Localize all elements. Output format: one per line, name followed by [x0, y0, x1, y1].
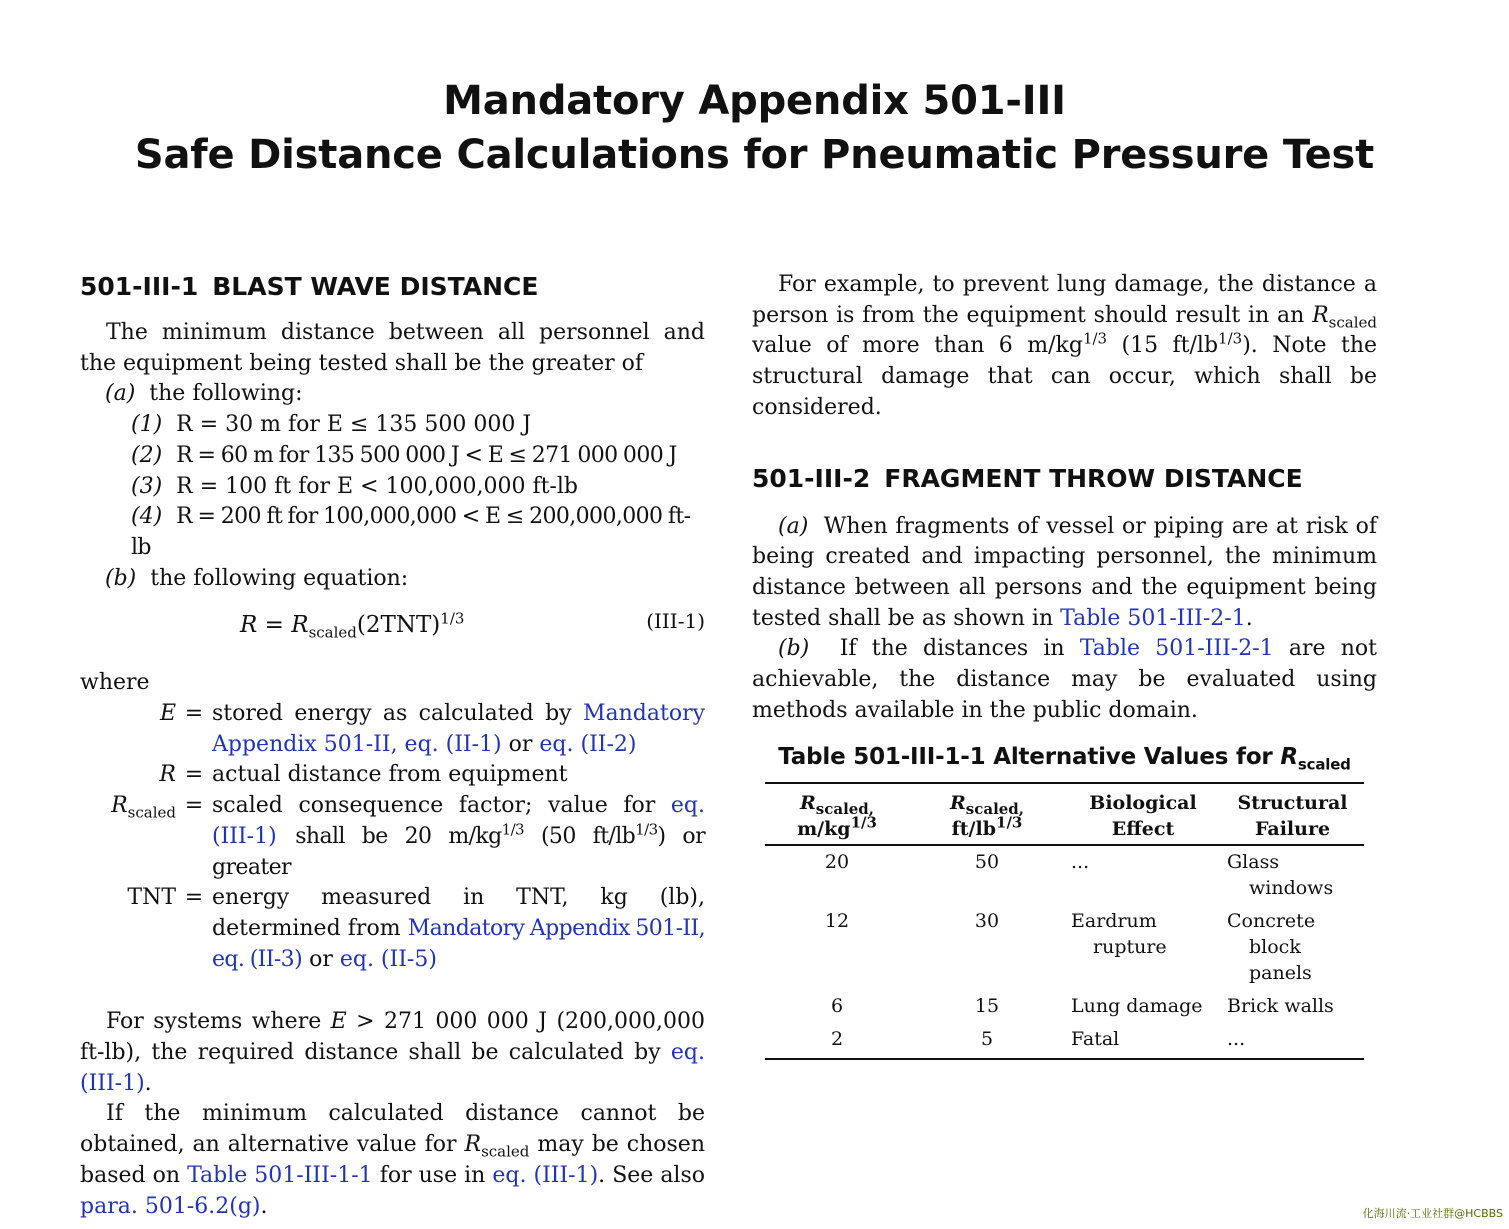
header-exp: 1/3 [996, 813, 1023, 832]
header-var: R [949, 792, 966, 814]
sub-item-text: R = 100 ft for E < 100,000,000 ft-lb [176, 473, 578, 499]
para-var-sub: scaled [1328, 313, 1377, 332]
para-text: For systems where [106, 1009, 322, 1035]
cell-struct [1221, 1023, 1364, 1059]
table-row [765, 845, 1364, 905]
paragraph-alternative-value [80, 1099, 705, 1222]
page-title [0, 74, 1509, 182]
cell-text: Brick walls [1227, 995, 1334, 1017]
def-symbol-sub: scaled [127, 803, 176, 822]
header-unit: m/kg [797, 818, 851, 840]
cell-bio [1065, 845, 1221, 905]
header-rscaled-us [909, 783, 1065, 845]
cell-si: 20 [824, 851, 850, 873]
def-text: or [309, 946, 333, 972]
cell-struct [1221, 990, 1364, 1023]
sub-item-label: (2) [131, 442, 163, 468]
sub-item-3 [80, 472, 705, 503]
eq-rscaled: R [291, 612, 309, 639]
section-title: FRAGMENT THROW DISTANCE [884, 463, 1303, 493]
watermark-text: 化海川流·工业社群@HCBBS [1362, 1207, 1503, 1220]
def-equals: = [184, 701, 204, 727]
sub-item-label: (4) [131, 504, 163, 530]
item-b [80, 564, 705, 595]
cell-si: 6 [830, 995, 844, 1017]
def-symbol-tnt: TNT [127, 885, 176, 911]
def-text-e [212, 699, 705, 760]
def-text: energy measured in TNT, kg (lb), determined from [212, 885, 705, 941]
link-table-501-iii-2-1[interactable]: Table 501-III-2-1 [1060, 605, 1246, 631]
item-a [80, 379, 705, 410]
cell-us: 30 [974, 910, 1000, 932]
def-symbol-r [80, 760, 176, 791]
title-line-2: Safe Distance Calculations for Pneumatic Pressure Test [134, 132, 1375, 178]
item-text: . [1245, 605, 1253, 631]
table-title-text: Table 501-III-1-1 Alternative Values for [778, 744, 1273, 770]
link-eq-ii-2[interactable]: eq. (II-2) [539, 731, 637, 757]
para-text: ). Note the structural damage that can occur, which shall be considered. [752, 333, 1378, 420]
sub-item-text: R = 30 m for E ≤ 135 500 000 J [176, 412, 532, 438]
cell-si: 12 [824, 910, 850, 932]
para-text: . [144, 1070, 152, 1096]
item-label: (a) [778, 513, 809, 539]
definitions-list [80, 699, 705, 975]
section-number: 501-III-2 [752, 463, 871, 493]
table-header-row [765, 783, 1364, 845]
fragment-item-b [752, 634, 1377, 726]
table-title-sub: scaled [1297, 755, 1351, 774]
cell-text: ... [1071, 851, 1090, 873]
table-title [765, 740, 1364, 774]
paragraph-lung-damage-example [752, 270, 1377, 424]
def-symbol-text: R [159, 762, 176, 788]
para-exp: 1/3 [1082, 330, 1108, 349]
eq-exp: 1/3 [440, 609, 465, 628]
header-line: Failure [1254, 818, 1331, 840]
link-eq-iii-1[interactable]: eq. (III-1) [80, 1040, 705, 1096]
eq-sign: = [264, 612, 284, 639]
def-text-tnt [212, 883, 705, 975]
item-text: the following equation: [150, 565, 409, 591]
item-text: are not achievable, the distance may be evaluated using methods available in the public domain. [752, 636, 1378, 723]
header-structural-failure [1221, 783, 1364, 845]
intro-paragraph: The minimum distance between all personnel and the equipment being tested shall be the greater of [80, 320, 705, 376]
sub-item-text: R = 200 ft for 100,000,000 < E ≤ 200,000,000 ft-lb [131, 504, 691, 560]
def-text-rscaled [212, 791, 705, 883]
item-text: When fragments of vessel or piping are at risk of being created and impacting personnel, the minimum distance between all persons and the equipment being tested shall be as shown in [752, 513, 1377, 631]
def-exp: 1/3 [501, 820, 524, 839]
table-501-iii-1-1 [765, 740, 1364, 1060]
rscaled-table [765, 782, 1364, 1060]
para-text: for use in [379, 1162, 486, 1188]
para-text: . [260, 1193, 268, 1219]
section-heading-fragment-throw [752, 462, 1377, 496]
para-text: > 271 000 000 J (200,000,000 ft-lb), the required distance shall be calculated by [80, 1009, 705, 1066]
eq-rscaled-sub: scaled [308, 623, 357, 642]
def-unit: (50 ft/lb [540, 823, 636, 849]
link-eq-ii-5[interactable]: eq. (II-5) [339, 946, 437, 972]
header-biological-effect [1065, 783, 1221, 845]
cell-bio [1065, 990, 1221, 1023]
header-var: R [799, 792, 816, 814]
item-label: (b) [778, 636, 810, 662]
section-heading-blast-wave [80, 270, 705, 304]
def-text: scaled consequence factor; value for [212, 793, 656, 819]
cell-text: Concrete block panels [1227, 910, 1316, 984]
header-unit: ft/lb [951, 818, 997, 840]
def-unit: ) or greater [212, 823, 705, 880]
header-line: Structural [1237, 792, 1348, 814]
table-row [765, 990, 1364, 1023]
section-number: 501-III-1 [80, 272, 199, 301]
table-title-var: R [1280, 744, 1298, 770]
cell-us: 5 [909, 1023, 1065, 1059]
para-var: R [1312, 302, 1329, 328]
def-symbol-text: E [159, 701, 176, 727]
equation-iii-1 [240, 610, 464, 641]
cell-text: ... [1227, 1028, 1246, 1050]
item-label: (a) [105, 381, 136, 407]
def-equals: = [184, 762, 204, 788]
item-text: If the distances in [839, 636, 1065, 662]
def-text: stored energy as calculated by [212, 701, 572, 727]
def-exp: 1/3 [635, 820, 658, 839]
def-symbol-e [80, 699, 176, 760]
header-sub: scaled, [965, 799, 1025, 818]
cell-text: Eardrum rupture [1071, 910, 1167, 958]
para-exp: 1/3 [1218, 330, 1243, 349]
paragraph-large-systems [80, 1007, 705, 1099]
sub-item-1 [80, 410, 705, 441]
header-sub: scaled, [815, 799, 875, 818]
def-symbol-text: R [111, 793, 128, 819]
cell-bio [1065, 905, 1221, 990]
cell-bio [1065, 1023, 1221, 1059]
def-equals: = [184, 793, 204, 819]
link-eq-iii-1[interactable]: eq. (III-1) [212, 793, 705, 849]
section-title: BLAST WAVE DISTANCE [212, 272, 539, 301]
table-row [765, 1023, 1364, 1059]
sub-item-text: R = 60 m for 135 500 000 J < E ≤ 271 000 000 J [176, 442, 677, 468]
cell-us: 15 [974, 995, 1000, 1017]
eq-arg: (2TNT) [356, 612, 441, 639]
link-table-501-iii-2-1[interactable]: Table 501-III-2-1 [1079, 636, 1274, 662]
right-column [752, 270, 1377, 726]
equation-block [80, 606, 705, 646]
sub-item-label: (1) [131, 412, 163, 438]
link-table-501-iii-1-1[interactable]: Table 501-III-1-1 [187, 1162, 373, 1188]
item-label: (b) [105, 565, 137, 591]
header-line: Biological [1089, 792, 1197, 814]
def-equals: = [184, 885, 204, 911]
sub-item-2 [80, 441, 705, 472]
header-line: Effect [1111, 818, 1175, 840]
left-column [80, 270, 705, 1222]
item-text: the following: [149, 381, 303, 407]
link-para-501-6-2-g[interactable]: para. 501-6.2(g) [80, 1193, 261, 1219]
cell-text: Lung damage [1071, 995, 1203, 1017]
fragment-item-a [752, 512, 1377, 635]
para-text: may be chosen based on [80, 1132, 705, 1188]
header-rscaled-si [765, 783, 909, 845]
cell-struct [1221, 845, 1364, 905]
def-unit: shall be 20 m/kg [295, 823, 502, 849]
equation-number: (III-1) [646, 609, 705, 634]
eq-lhs: R [240, 612, 258, 639]
title-line-1: Mandatory Appendix 501-III [443, 78, 1066, 124]
link-eq-iii-1[interactable]: eq. (III-1) [492, 1162, 599, 1188]
para-text: If the minimum calculated distance cannot be obtained, an alternative value for [80, 1101, 705, 1158]
cell-text: Fatal [1071, 1028, 1120, 1050]
para-text: . See also [598, 1162, 706, 1188]
para-text: (15 ft/lb [1121, 333, 1219, 359]
cell-text: Glass windows [1227, 851, 1334, 899]
table-row [765, 905, 1364, 990]
para-var: R [464, 1132, 482, 1158]
para-var: E [330, 1009, 347, 1035]
para-text: For example, to prevent lung damage, the distance a person is from the equipment should result in an [752, 272, 1377, 328]
sub-item-4 [80, 502, 705, 563]
def-text: or [508, 731, 533, 757]
cell-struct [1221, 905, 1364, 990]
link-appendix-501-ii-eq-ii-3[interactable]: Mandatory Appendix 501-II, eq. (II-3) [212, 915, 705, 972]
cell-us: 50 [974, 851, 1000, 873]
def-text-r: actual distance from equipment [212, 762, 568, 788]
header-exp: 1/3 [850, 813, 877, 832]
para-var-sub: scaled [481, 1142, 530, 1161]
where-label: where [80, 670, 150, 696]
def-symbol-rscaled [80, 791, 176, 883]
para-text: value of more than 6 m/kg [752, 333, 1083, 359]
link-appendix-501-ii-eq-ii-1[interactable]: Mandatory Appendix 501-II, eq. (II-1) [212, 701, 706, 757]
sub-item-label: (3) [131, 473, 163, 499]
cell-si: 2 [765, 1023, 909, 1059]
